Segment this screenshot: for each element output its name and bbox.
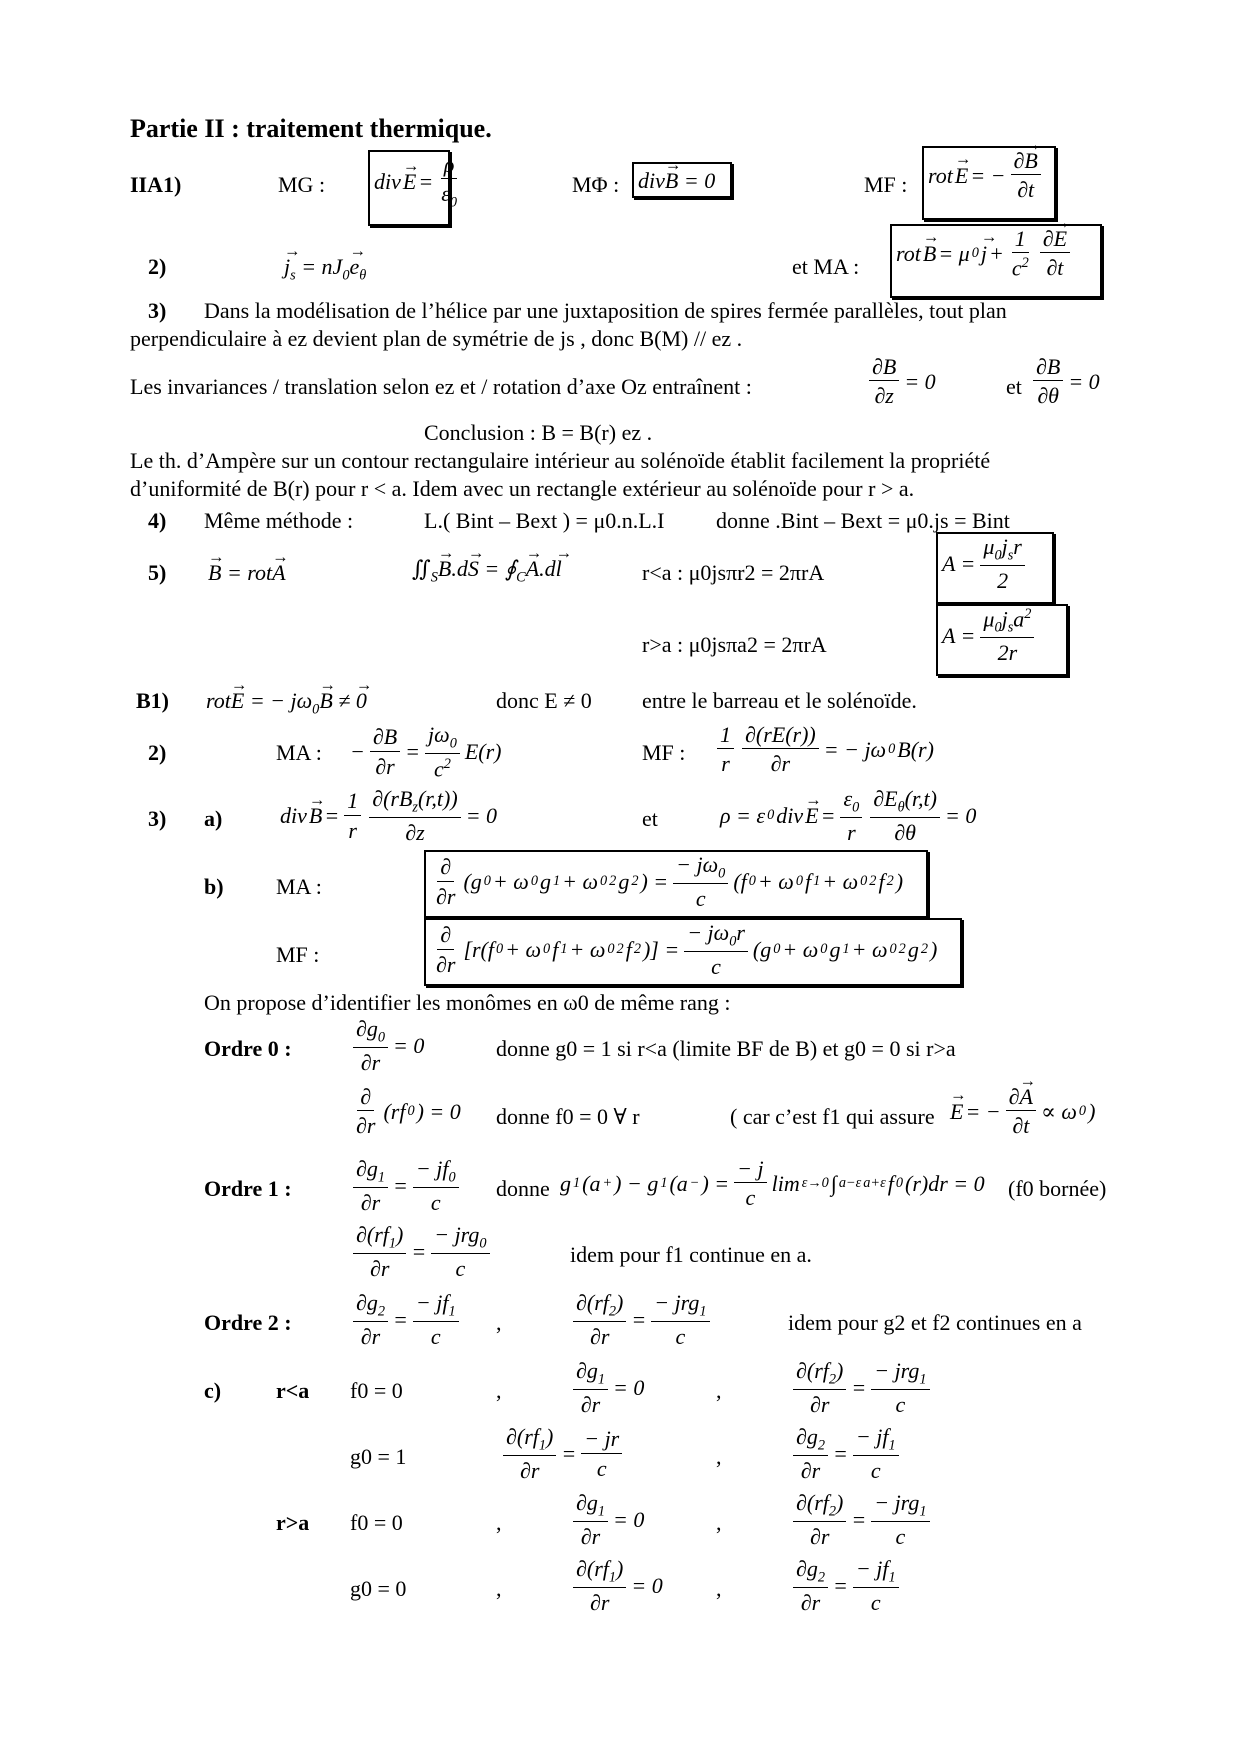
mf-label: MF : <box>864 172 908 197</box>
mphi-label: MΦ : <box>572 172 620 197</box>
B3-propose: On propose d’identifier les monômes en ω0 de même rang : <box>204 990 731 1015</box>
q5-inside: r<a : μ0jsπr2 = 2πrA <box>642 560 825 585</box>
ordre1-label: Ordre 1 : <box>204 1176 292 1201</box>
rlta-f0: f0 = 0 <box>350 1378 403 1403</box>
B3-b-label: b) <box>204 874 224 899</box>
eq-b-ma: $\frac{\partial}{\partial r}$ (g 0 + ω 0 g 1 + ω 0 2 g 2 ) = $\frac{- j\omega_0}{c}$ (f 0 + ω 0 f 1 + ω 0 2 f 2 ) <box>436 852 904 911</box>
B2-mf: MF : <box>642 740 686 765</box>
eq-ordre1-f: $\frac{\partial(rf_1)}{\partial r}$ = $\frac{- jrg_0}{c}$ <box>350 1222 493 1281</box>
q4-text2: L.( Bint – Bext ) = μ0.n.L.I <box>424 508 665 533</box>
q4-text3: donne .Bint – Bext = μ0.js = Bint <box>716 508 1010 533</box>
rgta-f0: f0 = 0 <box>350 1510 403 1535</box>
eq-B2-ma: − $\frac{\partial B}{\partial r}$ = $\frac{j\omega_0}{c^2}$ E(r) <box>350 722 502 782</box>
q5-outside: r>a : μ0jsπa2 = 2πrA <box>642 632 827 657</box>
ordre1-donne: donne <box>496 1176 550 1201</box>
B3-b-ma: MA : <box>276 874 322 899</box>
eq-rlta-f2: $\frac{\partial(rf_2)}{\partial r}$ = $\frac{- jrg_1}{c}$ <box>790 1358 933 1417</box>
eq-a-outside: A = $\frac{\mu_0j_sa^2}{2r}$ <box>942 606 1037 665</box>
mg-label: MG : <box>278 172 326 197</box>
rgta-comma-4: , <box>716 1576 722 1601</box>
eq-rotE-B1: rot→ E = − $j\omega_0\to B$ ≠ → 0 <box>206 688 367 718</box>
q2-label: 2) <box>148 254 167 279</box>
B1-label: B1) <box>136 688 169 713</box>
eq-flux: div→ B = 0 <box>638 168 715 193</box>
eq-ordre0-g: $\frac{\partial g_0}{\partial r}$ = 0 <box>350 1016 424 1075</box>
q3-invariances: Les invariances / translation selon ez et / rotation d’axe Oz entraînent : <box>130 374 752 399</box>
eq-rgta-g1: $\frac{\partial g_1}{\partial r}$ = 0 <box>570 1490 644 1549</box>
q3-label: 3) <box>148 298 167 323</box>
eq-stokes: $∬_S\to B.d\to S$ = $∮_C\to A.d\to l$ <box>412 556 562 586</box>
q3-ampere1: Le th. d’Ampère sur un contour rectangulaire intérieur au solénoïde établit facilement la propriété <box>130 448 991 473</box>
eq-divB-cyl: div → B = $\frac{1}{r}$ $\frac{\partial(rB_z(r,t))}{\partial z}$ = 0 <box>280 786 497 845</box>
q4-label: 4) <box>148 508 167 533</box>
q3-conclusion: Conclusion : B = B(r) ez . <box>424 420 653 445</box>
eq-dbdtheta: $\frac{\partial B}{\partial\theta}$ = 0 <box>1030 354 1100 409</box>
rgta-comma-2: , <box>716 1510 722 1535</box>
q3-line1: Dans la modélisation de l’hélice par une juxtaposition de spires fermée parallèles, tout plan <box>204 298 1007 323</box>
B3-c-label: c) <box>204 1378 222 1403</box>
q3-ampere2: d’uniformité de B(r) pour r < a. Idem avec un rectangle extérieur au solénoïde pour r > a. <box>130 476 915 501</box>
section-title: Partie II : traitement thermique. <box>130 114 492 143</box>
B2-ma: MA : <box>276 740 322 765</box>
ordre2-idem: idem pour g2 et f2 continues en a <box>788 1310 1082 1335</box>
eq-e-from-a: → E = − $\frac{\partial\to A}{\partial t}$ ∝ ω 0 ) <box>950 1084 1095 1139</box>
rgta-label: r>a <box>276 1510 310 1535</box>
B2-label: 2) <box>148 740 167 765</box>
ordre1-bornee: (f0 bornée) <box>1008 1176 1107 1201</box>
eq-rho: ρ = ε 0 div → E = $\frac{\varepsilon_0}{r}$ $\frac{\partial E_\theta(r,t)}{\partial\theta}$ = 0 <box>720 786 976 845</box>
q5-label: 5) <box>148 560 167 585</box>
B1-entre: entre le barreau et le solénoïde. <box>642 688 917 713</box>
rlta-label: r<a <box>276 1378 310 1403</box>
eq-js: → $j_s = nJ_0\to e_\theta$ <box>284 254 366 284</box>
eq-B2-mf: $\frac{1}{r}$ $\frac{\partial(rE(r))}{\partial r}$ = − jω 0 B(r) <box>714 722 934 777</box>
eq-rgta-g2: $\frac{\partial g_2}{\partial r}$ = $\frac{- jf_1}{c}$ <box>790 1556 902 1615</box>
eq-ordre2-g: $\frac{\partial g_2}{\partial r}$ = $\frac{- jf_1}{c}$ <box>350 1290 462 1349</box>
q-IIA1-label: IIA1) <box>130 172 182 197</box>
B3-et: et <box>642 806 658 831</box>
eq-ordre0-f: $\frac{\partial}{\partial r}$ (rf 0 ) = 0 <box>356 1084 461 1139</box>
eq-rlta-g2: $\frac{\partial g_2}{\partial r}$ = $\frac{- jf_1}{c}$ <box>790 1424 902 1483</box>
q3-line2: perpendiculaire à ez devient plan de symétrie de js , donc B(M) // ez . <box>130 326 743 351</box>
eq-dbdz: $\frac{\partial B}{\partial z}$ = 0 <box>866 354 936 409</box>
eq-faraday: rot → E = − $\frac{\partial\to B}{\partial t}$ <box>928 148 1044 203</box>
rgta-comma-1: , <box>496 1510 502 1535</box>
B3-a-label: a) <box>204 806 223 831</box>
ordre2-comma: , <box>496 1310 502 1335</box>
eq-ordre1-jump: g 1 (a + ) − g 1 (a − ) = $\frac{- j}{c}$ lim ε→0 ∫ a−ε a+ε f 0 (r)dr = 0 <box>560 1156 985 1211</box>
rlta-comma-1: , <box>496 1378 502 1403</box>
eq-rgta-f2: $\frac{\partial(rf_2)}{\partial r}$ = $\frac{- jrg_1}{c}$ <box>790 1490 933 1549</box>
eq-gauss: div → E = $\frac{\rho}{\varepsilon_0}$ <box>374 152 463 211</box>
eq-ordre2-f: $\frac{\partial(rf_2)}{\partial r}$ = $\frac{- jrg_1}{c}$ <box>570 1290 713 1349</box>
eq-rlta-f1: $\frac{\partial(rf_1)}{\partial r}$ = $\frac{- jr}{c}$ <box>500 1424 625 1483</box>
rgta-g0: g0 = 0 <box>350 1576 407 1601</box>
ordre0-label: Ordre 0 : <box>204 1036 292 1061</box>
eq-b-rota: → B = rot→ A <box>208 560 286 585</box>
eq-ordre1-g: $\frac{\partial g_1}{\partial r}$ = $\frac{- jf_0}{c}$ <box>350 1156 462 1215</box>
et-ma-label: et MA : <box>792 254 860 279</box>
rgta-comma-3: , <box>496 1576 502 1601</box>
eq-rgta-f1: $\frac{\partial(rf_1)}{\partial r}$ = 0 <box>570 1556 663 1615</box>
eq-ampere: rot → B = μ 0 → j + $\frac{1}{c^2}$ $\frac{\partial\to E}{\partial t}$ <box>896 226 1073 281</box>
eq-a-inside: A = $\frac{\mu_0j_sr}{2}$ <box>942 534 1028 593</box>
ordre1-idem: idem pour f1 continue en a. <box>570 1242 812 1267</box>
rlta-comma-3: , <box>716 1444 722 1469</box>
ordre0-text1: donne g0 = 1 si r<a (limite BF de B) et g0 = 0 si r>a <box>496 1036 956 1061</box>
q4-text1: Même méthode : <box>204 508 354 533</box>
ordre0-text2: donne f0 = 0 ∀ r <box>496 1104 640 1129</box>
ordre0-text3: ( car c’est f1 qui assure <box>730 1104 935 1129</box>
rlta-comma-2: , <box>716 1378 722 1403</box>
B3-label: 3) <box>148 806 167 831</box>
eq-rlta-g1: $\frac{\partial g_1}{\partial r}$ = 0 <box>570 1358 644 1417</box>
B3-b-mf: MF : <box>276 942 320 967</box>
eq-b-mf: $\frac{\partial}{\partial r}$ [r(f 0 + ω 0 f 1 + ω 0 2 f 2 )] = $\frac{- j\omega_0r}{c}$ (g 0 + ω 0 g 1 + ω 0 2 g 2 ) <box>436 920 938 979</box>
q3-et: et <box>1006 374 1022 399</box>
rlta-g0: g0 = 1 <box>350 1444 407 1469</box>
ordre2-label: Ordre 2 : <box>204 1310 292 1335</box>
B1-donc: donc E ≠ 0 <box>496 688 592 713</box>
